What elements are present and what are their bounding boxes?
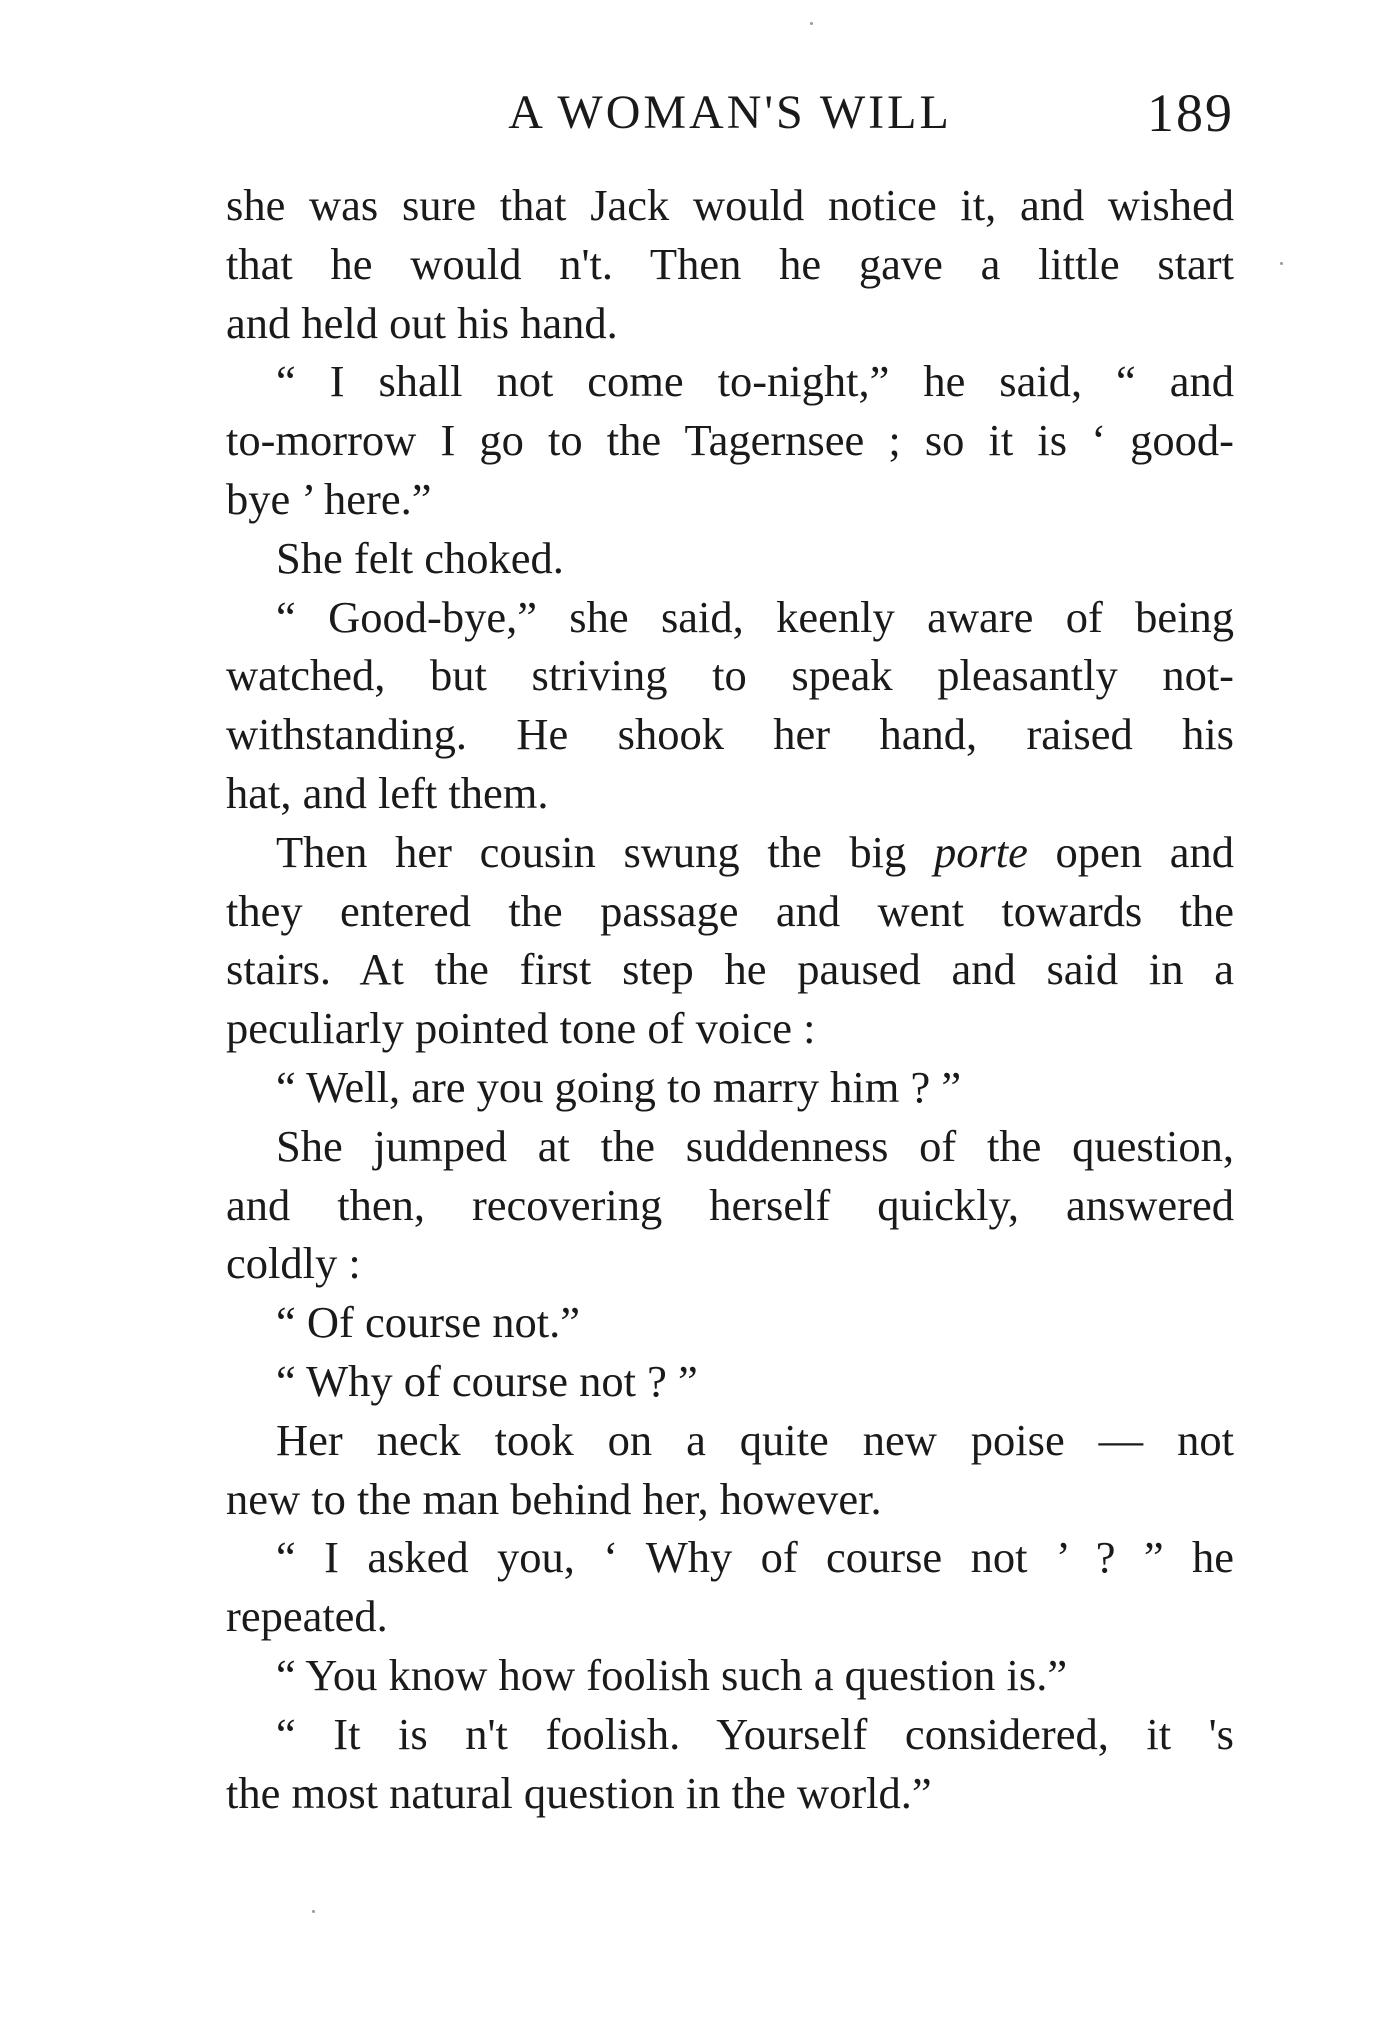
text-line: she was sure that Jack would notice it, and wished: [226, 180, 1234, 230]
text-line: She jumped at the suddenness of the question,: [276, 1120, 1234, 1171]
text-line: peculiarly pointed tone of voice :: [226, 1003, 816, 1054]
text-line: She felt choked.: [276, 532, 564, 583]
scan-speck: [1280, 262, 1283, 265]
text-segment: open and: [1027, 826, 1234, 877]
scan-speck: [810, 22, 813, 25]
scan-speck: [312, 1910, 315, 1913]
text-line: new to the man behind her, however.: [226, 1473, 882, 1524]
running-title: A WOMAN'S WILL: [508, 86, 952, 139]
text-line: “ Well, are you going to marry him ? ”: [276, 1061, 962, 1112]
text-line: bye ’ here.”: [226, 473, 432, 524]
text-line: “ Why of course not ? ”: [276, 1355, 698, 1406]
italic-word: porte: [933, 826, 1028, 877]
text-line: [226, 823, 1234, 882]
text-line: they entered the passage and went towards the: [226, 885, 1234, 936]
text-line: “ Good-bye,” she said, keenly aware of being: [276, 591, 1234, 642]
text-line: withstanding. He shook her hand, raised his: [226, 709, 1234, 760]
text-line: stairs. At the first step he paused and said in a: [226, 944, 1234, 995]
text-line: repeated.: [226, 1591, 388, 1642]
text-segment: Then her cousin swung the big: [276, 826, 934, 877]
text-line: and then, recovering herself quickly, answered: [226, 1179, 1234, 1230]
text-line: coldly :: [226, 1238, 361, 1289]
text-line: “ I asked you, ‘ Why of course not ’ ? ” he: [276, 1532, 1234, 1583]
text-line: to-morrow I go to the Tagernsee ; so it is ‘ good-: [226, 415, 1234, 466]
text-line: the most natural question in the world.”: [226, 1767, 932, 1818]
body-text: [226, 176, 1234, 1822]
text-line: “ I shall not come to-night,” he said, “ and: [276, 356, 1234, 407]
text-line: hat, and left them.: [226, 767, 549, 818]
running-head: [226, 78, 1234, 148]
text-line: Her neck took on a quite new poise — not: [276, 1414, 1234, 1465]
text-line: “ It is n't foolish. Yourself considered, it 's: [276, 1708, 1234, 1759]
text-line: and held out his hand.: [226, 297, 618, 348]
text-line: “ You know how foolish such a question is.”: [276, 1649, 1068, 1700]
text-line: “ Of course not.”: [276, 1297, 580, 1348]
text-line: that he would n't. Then he gave a little start: [226, 238, 1234, 289]
text-line: watched, but striving to speak pleasantly not-: [226, 650, 1234, 701]
page-number: 189: [1147, 83, 1234, 143]
